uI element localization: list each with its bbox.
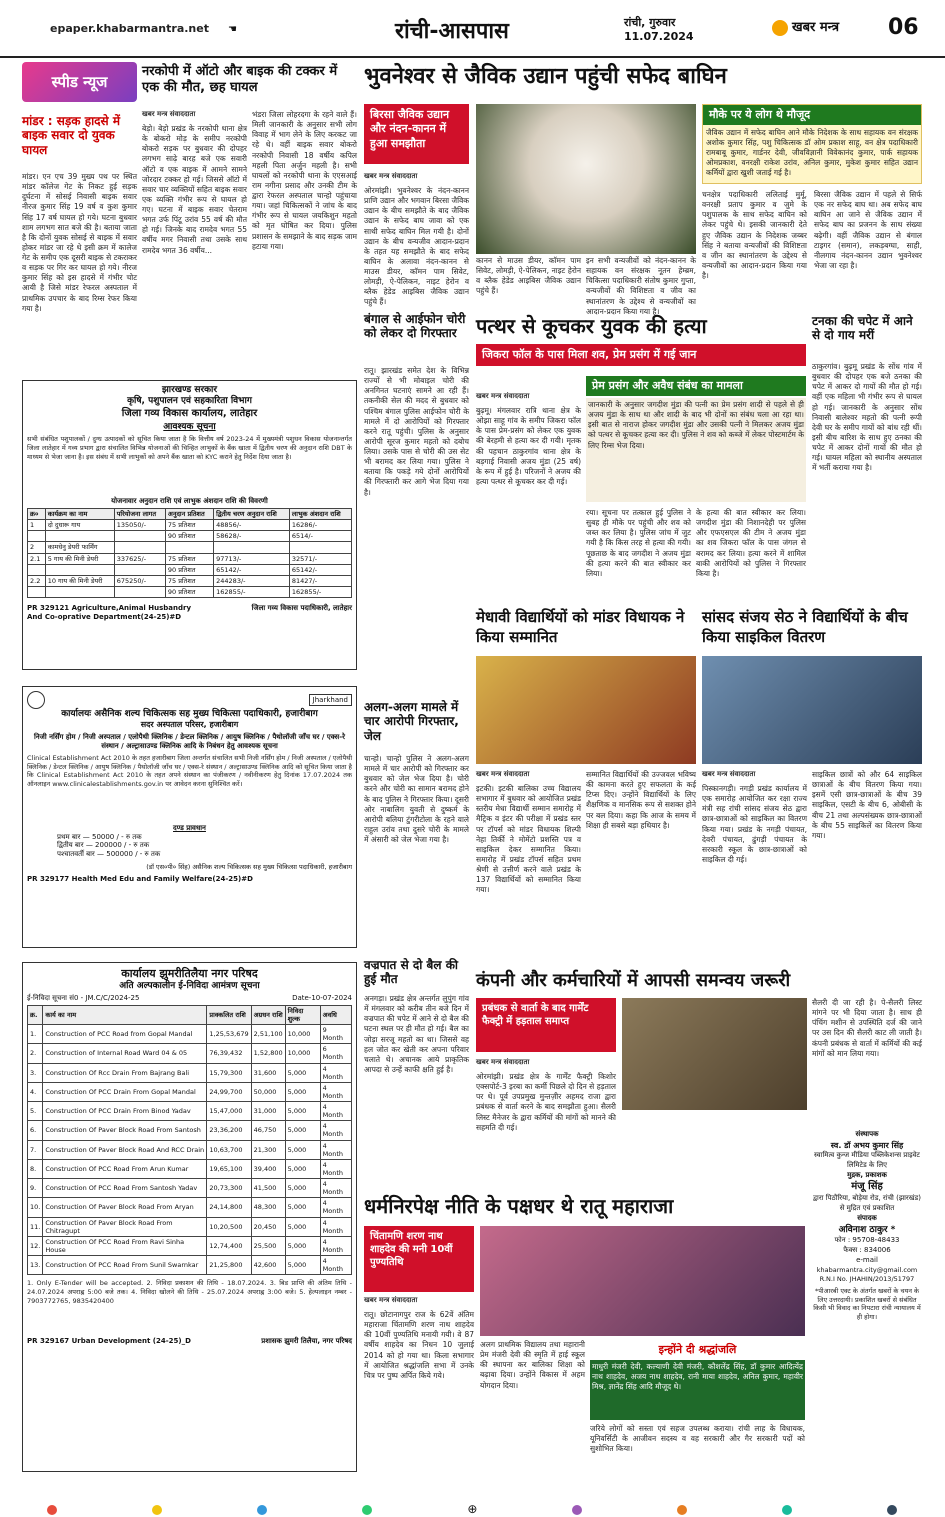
dateline xyxy=(624,16,694,44)
table-cell: 10,63,700 xyxy=(207,1140,251,1159)
tender-row xyxy=(28,1102,352,1121)
table-cell: 10. xyxy=(28,1198,43,1217)
table-cell: 2.2 xyxy=(28,575,46,586)
imprint-fax: फैक्स : 834006 xyxy=(843,1246,891,1255)
subsidy-row xyxy=(28,531,352,542)
table-cell: 5,000 xyxy=(285,1140,320,1159)
students-byline: खबर मन्त्र संवाददाता xyxy=(476,770,530,778)
tender-column-header: अवधि xyxy=(320,1005,351,1024)
table-cell: 5,000 xyxy=(285,1179,320,1198)
factory-photo xyxy=(622,998,807,1110)
color-dot-icon xyxy=(257,1505,267,1515)
lead-text-right-2: बिरसा जैविक उद्यान में पहले से सिर्फ एक नर सफेद बाघ था। अब सफेद बाघ बाघिन आ जाने से जैविक उद्यान में सफेद बाघ का प्रजनन के साथ संख्या बढ़ेगी। वहीं जैविक उद्यान से बंगाल टाइगर (समान), लकड़बग्घा, साही, नीलगाय नंदन-कानन उद्यान भुवनेश्वर भेजा जा रहा है। xyxy=(814,190,922,270)
imprint-founder-label: संस्थापक xyxy=(855,1130,879,1138)
table-cell: 25,500 xyxy=(251,1236,285,1255)
color-dot-icon xyxy=(152,1505,162,1515)
color-dot-icon xyxy=(887,1505,897,1515)
issue-date: 11.07.2024 xyxy=(624,29,694,43)
table-cell: 5 गाय की मिनी डेयरी xyxy=(45,553,114,564)
cycles-text: पिस्कानगड़ी। नगड़ी प्रखंड कार्यालय में एक समारोह आयोजित कर रक्षा राज्य मंत्री सह रांची सांसद संजय सेठ द्वारा छात्र-छात्राओं को साइकिल का वितरण किया गया। प्रखंड के नगड़ी पंचायत, देवरी पंचायत, ढुंगड़ी पंचायत के सरकारी स्कूल के छात्र-छात्राओं को साइकिल दी गई। xyxy=(702,784,807,864)
imprint-email[interactable]: khabarmantra.city@gmail.com xyxy=(816,1265,918,1274)
table-cell: 2 xyxy=(28,542,46,553)
subsidy-column-header: क्र० xyxy=(28,509,46,520)
table-cell: 31,600 xyxy=(251,1063,285,1082)
table-cell: Construction Of Paver Block Road From Chitragupt xyxy=(43,1217,207,1236)
city-day: रांची, गुरुवार xyxy=(624,16,676,29)
imprint-publisher: मंजू सिंह xyxy=(851,1181,883,1193)
tender-row xyxy=(28,1256,352,1275)
fine-title: दण्ड प्रावधान xyxy=(173,823,206,832)
table-cell: 75 प्रतिशत xyxy=(165,575,213,586)
subsidy-column-header: अनुदान प्रतिशत xyxy=(165,509,213,520)
section-title: रांची-आसपास xyxy=(395,19,509,44)
table-cell: 3. xyxy=(28,1063,43,1082)
table-cell: 135050/- xyxy=(114,520,165,531)
health-sub: सदर अस्पताल परिसर, हजारीबाग xyxy=(140,720,239,730)
table-cell: Construction Of PCC Drain From Gopal Mandal xyxy=(43,1082,207,1101)
table-cell xyxy=(28,586,46,597)
tender-column-header: प्राक्कलित राशि xyxy=(207,1005,251,1024)
table-cell: 244283/- xyxy=(214,575,290,586)
factory-byline: खबर मन्त्र संवाददाता xyxy=(476,1058,530,1066)
fine-row: पश्चातवर्ती बार — 500000 / - रु तक xyxy=(57,850,161,858)
subsidy-column-header: द्वितीय चरण अनुदान राशि xyxy=(214,509,290,520)
notice-title: आवश्यक सूचना xyxy=(163,422,216,432)
imprint-box xyxy=(812,1130,922,1322)
crosshair-icon: ⊕ xyxy=(467,1502,478,1516)
tender-title: अति अल्पकालीन ई-निविदा आमंत्रण सूचना xyxy=(119,980,260,991)
lead-photo-caption: कानन से माउस डीयर, कॉमन पाम सिवेट, लोमड़ी, ऐ-पेलिकन, नाइट हेरोन व ब्लैक हेडेड आइबिस जैविक उद्यान पहुंचे हैं। xyxy=(476,256,581,296)
table-cell xyxy=(45,531,114,542)
table-cell: 5,000 xyxy=(285,1121,320,1140)
table-cell: 1. xyxy=(28,1025,43,1044)
table-cell: 5,000 xyxy=(285,1217,320,1236)
table-cell: 1,52,800 xyxy=(251,1044,285,1063)
table-cell: 15,47,000 xyxy=(207,1102,251,1121)
table-cell: 12. xyxy=(28,1236,43,1255)
table-cell: 4 Month xyxy=(320,1236,351,1255)
subsidy-row xyxy=(28,586,352,597)
table-cell: 90 प्रतिशत xyxy=(165,531,213,542)
factory-headline: कंपनी और कर्मचारियों में आपसी समन्वय जरूरी xyxy=(476,970,791,991)
color-dot-icon xyxy=(572,1505,582,1515)
ratu-kicker: चिंतामणि शरण नाथ शाहदेव की मनी 10वीं पुण्यतिथि xyxy=(364,1226,474,1292)
brand-logo xyxy=(772,20,839,36)
arrest-text: चान्हो। चान्हो पुलिस ने अलग-अलग मामले में चार आरोपी को गिरफ्तार कर बुधवार को जेल भेज दिया है। चोरी करने और चोरी का सामान बरामद होने के बाद पुलिस ने गिरफ्तार किया। दूसरी ओर नाबालिग युवती से दुष्कर्म के आरोपी बलिया टुंगरीटोला के रहने वाले राहुल उरांव तथा दुसरे चोरी के मामले में अंसारी को जेल भेजा गया है। xyxy=(364,754,469,844)
table-cell: 4 Month xyxy=(320,1217,351,1236)
table-cell: Construction Of PCC Road From Arun Kumar xyxy=(43,1159,207,1178)
notice-body: सभी संबंधित पशुपालकों / दुग्ध उत्पादकों को सूचित किया जाता है कि वित्तीय वर्ष 2023-24 में मुख्यमंत्री पशुधन विकास योजनान्तर्गत जिला लातेहार में गव्य प्रभाग द्वारा संचालित विभिन्न योजनाओं की चिन्हित लाभुकों के बैंक खाता में द्वितीय चरण की अनुदान राशि DBT के माध्यम से भेजा जाना है। इस संबंध में सभी लाभुकों को अपने बैंक खाता को KYC कराने हेतु निर्देश दिया जाता है। xyxy=(27,435,352,461)
table-cell: 31,000 xyxy=(251,1102,285,1121)
factory-text: ओरमांझी। प्रखंड क्षेत्र के गार्मेंट फैक्ट्री किशोर एक्सपोर्ट-3 इरबा का कर्मी पिछले दो दिन से हड़ताल पर थे। पूर्व उपप्रमुख मुन्तज़ीर अहमद राजा द्वारा प्रबंधक से वार्ता करने के बाद समझौता हुआ। सैलरी लिस्ट मैनेजर के द्वारा कर्मियों की मांगों को मानने की सहमति दी गई। xyxy=(476,1072,616,1132)
color-dot-icon xyxy=(47,1505,57,1515)
murder-kicker: जिकरा फॉल के पास मिला शव, प्रेम प्रसंग में गई जान xyxy=(476,344,806,366)
lead-byline: खबर मन्त्र संवाददाता xyxy=(364,172,418,180)
ratu-text: रातू। छोटानागपुर राज के 62वें अंतिम महाराजा चिंतामणि शरण नाथ शाहदेव की 10वीं पुण्यतिथि मनायी गयी। वे 87 वर्षीय शाहदेव का निधन 10 जुलाई 2014 को हो गया था। किला सभागार में आयोजित श्रद्धांजलि सभा में उनके चित्र पर पुष्प अर्पित किये गये। xyxy=(364,1310,474,1380)
table-cell: Construction Of Paver Block Road From Aryan xyxy=(43,1198,207,1217)
table-cell xyxy=(114,542,165,553)
table-cell: 32571/- xyxy=(289,553,351,564)
table-cell: 5,000 xyxy=(285,1102,320,1121)
table-cell: 4. xyxy=(28,1082,43,1101)
table-cell: Construction Of PCC Road From Santosh Yadav xyxy=(43,1179,207,1198)
table-cell: 46,750 xyxy=(251,1121,285,1140)
tender-pr: PR 329167 Urban Development (24-25)_D xyxy=(27,1337,191,1346)
speed-news-headline: मांडर : सड़क हादसे में बाइक सवार दो युवक घायल xyxy=(22,114,121,157)
table-cell: 42,600 xyxy=(251,1256,285,1275)
table-cell: 10,000 xyxy=(285,1025,320,1044)
table-cell: 20,450 xyxy=(251,1217,285,1236)
table-cell: 2.1 xyxy=(28,553,46,564)
table-cell: दो दुधारू गाय xyxy=(45,520,114,531)
table-cell: 1 xyxy=(28,520,46,531)
tender-column-header: अग्रधन राशि xyxy=(251,1005,285,1024)
tender-row xyxy=(28,1082,352,1101)
ratu-text-2: अलग प्राथमिक विद्यालय तथा महारानी प्रेम मंजरी देवी की स्मृति में हाई स्कूल की स्थापना कर बालिका शिक्षा को बढ़ावा दिया। उन्होंने विकास में अहम योगदान दिया। xyxy=(480,1340,585,1390)
table-cell: 65142/- xyxy=(214,564,290,575)
table-cell: 162855/- xyxy=(214,586,290,597)
table-cell: 76,39,432 xyxy=(207,1044,251,1063)
table-cell xyxy=(214,542,290,553)
subsidy-column-header: परियोजना लागत xyxy=(114,509,165,520)
table-cell: 21,25,800 xyxy=(207,1256,251,1275)
table-cell: 5,000 xyxy=(285,1082,320,1101)
table-cell: 10,20,500 xyxy=(207,1217,251,1236)
tender-table xyxy=(27,1005,352,1276)
table-cell: 58628/- xyxy=(214,531,290,542)
table-cell: 9. xyxy=(28,1179,43,1198)
table-cell: Construction Of Paver Block Road And RCC Drain xyxy=(43,1140,207,1159)
lead-text: ओरमांझी। भुवनेश्वर के नंदन-कानन प्राणि उद्यान और भगवान बिरसा जैविक उद्यान के बीच समझौते के बाद जैविक उद्यान के सफेद बाघ जावा को एक साथी सफेद बाघिन मिल गयी है। दोनों उद्यान के बीच वन्यजीव आदान-प्रदान के तहत यह समझौते के बाद सफेद बाघिन के अलावा नंदन-कानन से माउस डीयर, कॉमन पाम सिवेट, लोमड़ी, ऐ-पेलिकन, नाइट हेरोन व ब्लैक हेडेड आइबिस जैविक उद्यान पहुंचे हैं। xyxy=(364,186,469,307)
speed-news-text: मांडर। एन एच 39 मुख्य पथ पर स्थित मांडर कॉलेज गेट के निकट हुई सड़क दुर्घटना में सोसई निवासी बाइक सवार नीरज कुमार सिंह 19 वर्ष व कुश कुमार सिंह 17 वर्ष घायल हो गये। घटना बुधवार शाम लगभग सात बजे की है। बताया जाता है कि दोनों युवक सोसई से बाइक में सवार होकर मांडर जा रहे थे इसी क्रम में कालेज गेट के समीप एक दूसरी बाइक से टकराकर व सड़क पर गिर कर घायल हो गये। नीरज कुमार सिंह को इस हादसे में गंभीर चोट आयी है जिसे मांडर रेफरल अस्पताल में प्राथमिक उपचार के बाद रिम्स रेफर किया गया है। xyxy=(22,172,137,313)
table-cell xyxy=(289,542,351,553)
notice-pr: PR 329121 Agriculture,Animal Husbandry And Co-oprative Department(24-25)#D xyxy=(27,604,192,621)
table-cell: 12,74,400 xyxy=(207,1236,251,1255)
health-pr: PR 329177 Health Med Edu and Family Welfare(24-25)#D xyxy=(27,874,253,883)
table-cell: 39,400 xyxy=(251,1159,285,1178)
fine-row: प्रथम बार — 50000 / - रु तक xyxy=(57,832,142,841)
table-cell xyxy=(114,564,165,575)
table-cell: 4 Month xyxy=(320,1102,351,1121)
lead-text-mid: इन सभी वन्यजीवों को नंदन-कानन के सहायक वन संरक्षक नूतन हेम्ब्रम, चिकित्सा पदाधिकारी संतोष कुमार गुप्ता, वन्यजीवों की विशिष्टता व जीव का स्थानांतरण के उद्देश्य से वन्यजीवों का आदान-प्रदान किया गया है। xyxy=(586,256,696,316)
table-cell xyxy=(28,531,46,542)
table-cell: 21,300 xyxy=(251,1140,285,1159)
table-cell: 5,000 xyxy=(285,1159,320,1178)
tender-row xyxy=(28,1063,352,1082)
lead-text-right-1: चनक्षेत्र पदाधिकारी ललिताई मुर्मू, वनरक्षी प्रताप कुमार व जुमे के पशुपालक के साथ सफेद बाघिन को लेकर पहुंचे थे। इसकी जानकारी देते हुए जैविक उद्यान के निदेशक जब्बर सिंह ने बताया वन्यजीवों की विशिष्टता व जीन का स्थानांतरण के उद्देश्य से वन्यजीवों का आदान-प्रदान किया गया है। xyxy=(702,190,807,280)
narkopi-text-1: बेड़ो। बेड़ो प्रखंड के नरकोपी थाना क्षेत्र के बोकरो मोड़ के समीप नरकोपी बोकरो सड़क पर बुधवार की दोपहर लगभग साढ़े बारह बजे एक सवारी ऑटो व एक बाइक में आमने सामने जोरदार टक्कर हो गई। जिससे ऑटो में सवार चार व्यक्तियों सहित बाइक सवार एक व्यक्ति गंभीर रूप से घायल हो गए। घटना में बाइक सवार चेतराम भगत उर्फ पिंटू उरांव 55 वर्ष की मौत हो गई। जिनके बाद रामदेव भगत 55 वर्षीय मगर निवासी तथा उसके साथ रामदेव भगत 36 वर्षीय... xyxy=(142,124,247,255)
lead-kicker: बिरसा जैविक उद्यान और नंदन-कानन में हुआ समझौता xyxy=(364,104,469,164)
health-notice xyxy=(22,686,357,948)
tender-ref: ई-निविदा सूचना सं0 - JM.C/C/2024-25 xyxy=(27,994,140,1002)
table-cell: 4 Month xyxy=(320,1256,351,1275)
tender-row xyxy=(28,1025,352,1044)
table-cell: 4 Month xyxy=(320,1082,351,1101)
table-cell: 20,73,300 xyxy=(207,1179,251,1198)
brand-name: खबर मन्त्र xyxy=(792,20,840,35)
table-cell: 6514/- xyxy=(289,531,351,542)
ratu-caption-title: इन्होंने दी श्रद्धांजलि xyxy=(590,1340,805,1360)
table-cell: 48856/- xyxy=(214,520,290,531)
tender-row xyxy=(28,1140,352,1159)
ratu-caption: माधुरी मंजरी देवी, कल्याणी देवी मंजरी, कौशलेंद्र सिंह, डॉ कुमार आदित्येंद्र नाथ शाहदेव, अजय नाथ शाहदेव, रानी माया शाहदेव, अनिल कुमार, महावीर मिश्र, ज्ञानेंद्र सिंह आदि मौजूद थे। xyxy=(590,1360,805,1420)
table-cell: Construction Of PCC Road From Sunil Swarnkar xyxy=(43,1256,207,1275)
tender-row xyxy=(28,1179,352,1198)
emblem-icon xyxy=(27,691,45,709)
imprint-founder: स्व. डॉ अभय कुमार सिंह xyxy=(830,1140,904,1150)
tender-row xyxy=(28,1044,352,1063)
ratu-text-3: जरिये लोगों को सस्ता एवं सहज उपलब्ध कराया। रांची लाह के विधायक, यूनिवर्सिटी के आजीवन सदस्य व वह सरकारी और गैर सरकारी पदों को सुशोभित किया। xyxy=(590,1424,805,1454)
imprint-email-label: e-mail xyxy=(856,1255,878,1264)
table-cell: 6 Month xyxy=(320,1044,351,1063)
table-cell: 65142/- xyxy=(289,564,351,575)
lightning-text: अनगड़ा। प्रखंड क्षेत्र अन्तर्गत लुपुंग गांव में मंगलवार को करीब तीन बजे दिन में वज्रपात की चपेट में आने से दो बैल की घटना स्थल पर ही मौत हो गई। बैल का जोड़ा सरजू महतो का था। जिससे वह हल जोत कर खेती कर अपना परिवार चलाते थे। अचानक आये प्राकृतिक आपदा से उन्हें काफी क्षति हुई है। xyxy=(364,994,469,1074)
jharkhand-logo: Jharkhand xyxy=(309,694,352,707)
students-headline: मेधावी विद्यार्थियों को मांडर विधायक ने किया सम्मानित xyxy=(476,608,685,646)
subsidy-column-header: कार्यक्रम का नाम xyxy=(45,509,114,520)
imprint-rni: R.N.I No. JHAHIN/2013/51797 xyxy=(819,1274,915,1283)
table-cell: 5,000 xyxy=(285,1236,320,1255)
table-cell: 90 प्रतिशत xyxy=(165,586,213,597)
narkopi-byline: खबर मन्त्र संवाददाता xyxy=(142,110,196,118)
animal-husbandry-notice xyxy=(22,380,357,670)
notice-govt: झारखण्ड सरकार xyxy=(161,385,218,395)
subsidy-row xyxy=(28,542,352,553)
tanka-text: ठाकुरगांव। बुढ़मू प्रखंड के सोंध गांव में बुधवार की दोपहर एक बजे ठनका की चपेट में आकर दो गायों की मौत हो गई। वहीं एक महिला भी गंभीर रूप से घायल हो गई। जानकारी के अनुसार सोंध निवासी बालेश्वर महतो की पत्नी रूपी देवी घर के समीप गायों को बांध रही थीं। इसी बीच बारिश के साथ हुए ठनका की चपेट में आकर दोनों गायों की मौत हो गई। घायल महिला को स्थानीय अस्पताल में भर्ती कराया गया है। xyxy=(812,362,922,473)
present-sidebar-title: मौके पर ये लोग थे मौजूद xyxy=(703,105,921,125)
murder-text-3: रया। सूचना पर तत्काल हुई पुलिस ने सुबह ही मौके पर पहुंची और शव को जब्त कर लिया है। पुलिस जांच में जुट गयी है कि किस तरह से हत्या की गयी। पूछताछ के बाद जगदीश ने अजय मुंडा की हत्या करने की बात स्वीकार कर लिया। xyxy=(586,508,691,578)
lead-headline: भुवनेश्वर से जैविक उद्यान पहुंची सफेद बाघिन xyxy=(364,64,727,89)
murder-headline: पत्थर से कूचकर युवक की हत्या xyxy=(476,314,707,338)
table-cell: 81427/- xyxy=(289,575,351,586)
subsidy-row xyxy=(28,520,352,531)
table-cell: 24,14,800 xyxy=(207,1198,251,1217)
imprint-publisher-label: मुद्रक, प्रकाशक xyxy=(847,1170,887,1179)
table-cell: 23,36,200 xyxy=(207,1121,251,1140)
registration-strip xyxy=(0,1502,945,1517)
narkopi-text-2: भंडरा जिला लोहरदगा के रहने वाले हैं। मिली जानकारी के अनुसार सभी लोग विवाह में भाग लेने के लिए करकट जा रहे थे। वहीं बाइक सवार बोकरो नरकोपी निवासी 18 वर्षीय कपिल महली पिता अर्जुन महली है। सभी घायलों को नरकोपी थाना के एएसआई राम नगीना प्रसाद और उनकी टीम के द्वारा रेफरल अस्पताल चान्हो पहुंचाया गया। जहां चिकित्सकों ने जांच के बाद गंभीर रूप से घायल जयकिशुन महतो को मृत घोषित कर दिया। पुलिस प्रशासन के समझाने के बाद सड़क जाम हटाया गया। xyxy=(252,110,357,251)
students-text: इटकी। इटकी बालिका उच्च विद्यालय सभागार में बुधवार को आयोजित प्रखंड स्तरीय मेधा विद्यार्थी सम्मान समारोह में मैट्रिक व इंटर की परीक्षा में प्रखंड स्तर पर टॉपर्स को मांडर विधायक शिल्पी नेहा तिर्की ने मोमेंटो प्रशस्ति पत्र व साइकिल देकर सम्मानित किया। समारोह में प्रखंड टॉपर्स सहित प्रथम श्रेणी से उत्तीर्ण करने वाले प्रखंड के 137 विद्यार्थियों को सम्मानित किया गया। xyxy=(476,784,581,895)
imprint-editor-label: संपादक xyxy=(857,1213,877,1222)
table-cell: 5. xyxy=(28,1102,43,1121)
murder-byline: खबर मन्त्र संवाददाता xyxy=(476,392,530,400)
table-cell: Construction Of Paver Block Road From Santosh xyxy=(43,1121,207,1140)
color-dot-icon xyxy=(677,1505,687,1515)
table-cell: Construction Of PCC Road From Ravi Sinha House xyxy=(43,1236,207,1255)
imprint-editor: अविनाश ठाकुर * xyxy=(838,1224,896,1235)
health-sign: (डॉ एस०पी० सिंह) असैनिक शल्य चिकित्सक सह मुख्य चिकित्सा पदाधिकारी, हजारीबाग xyxy=(146,862,352,871)
imprint-phone: फोन : 95708-48433 xyxy=(834,1236,900,1245)
factory-kicker: प्रबंधक से वार्ता के बाद गार्मेंट फैक्ट्री में हड़ताल समाप्त xyxy=(476,998,616,1052)
table-cell: 4 Month xyxy=(320,1159,351,1178)
cycles-byline: खबर मन्त्र संवाददाता xyxy=(702,770,756,778)
table-cell xyxy=(45,586,114,597)
murder-text-1: बुढ़मू। मंगलवार रात्रि थाना क्षेत्र के ओझा साहू गांव के समीप जिकरा फॉल के पास प्रेम-प्रसंग को लेकर एक युवक की बेरहमी से हत्या कर दी गयी। मृतक की पहचान ठाकुरगांव थाना क्षेत्र के बड़गाई निवासी अजय मुंडा (25 वर्ष) के रूप में हुई है। परिजनों ने अजय की हत्या पत्थर से कूचकर कर दी गई। xyxy=(476,406,581,486)
notice-table-title: योजनावार अनुदान राशि एवं लाभुक अंशदान राशि की विवरणी xyxy=(111,497,268,506)
health-title: निजी नर्सिंग होम / निजी अस्पताल / एलोपैथी क्लिनिक / डेन्टल क्लिनिक / आयुष क्लिनिक / पैथोलॉजी जाँच घर / एक्स-रे संस्थान / अल्ट्रासाउण्ड क्लिनिक आदि के निबंधन हेतु आवश्यक सूचना xyxy=(33,733,346,750)
fine-row: द्वितीय बार — 200000 / - रु तक xyxy=(57,841,150,850)
brand-icon xyxy=(772,20,788,36)
white-tiger-photo xyxy=(476,104,696,254)
subsidy-row xyxy=(28,553,352,564)
table-cell: 5,000 xyxy=(285,1198,320,1217)
notice-sign: जिला गव्य विकास पदाधिकारी, लातेहार xyxy=(251,604,352,612)
tender-column-header: क्र. xyxy=(28,1005,43,1024)
table-cell: 2. xyxy=(28,1044,43,1063)
tender-sign: प्रशासक झुमरी तिलैया, नगर परिषद xyxy=(261,1337,352,1346)
table-cell: 4 Month xyxy=(320,1179,351,1198)
table-cell: Construction Of PCC Drain From Binod Yadav xyxy=(43,1102,207,1121)
table-cell: 11. xyxy=(28,1217,43,1236)
table-cell: Construction of PCC Road from Gopal Mandal xyxy=(43,1025,207,1044)
table-cell: 5,000 xyxy=(285,1063,320,1082)
table-cell: 75 प्रतिशत xyxy=(165,520,213,531)
imprint-owner: स्वामित्व कुन्ज मीडिया पब्लिकेशन्स प्राइवेट लिमिटेड के लिए xyxy=(814,1150,920,1169)
table-cell: 9 Month xyxy=(320,1025,351,1044)
imprint-disclaimer: *पीआरबी एक्ट के अंतर्गत खबरों के चयन के लिए उत्तरदायी। प्रकाशित खबरों से संबंधित किसी भी विवाद का निपटारा रांची न्यायालय में ही होगा। xyxy=(813,1286,921,1322)
table-cell xyxy=(114,586,165,597)
table-cell: 8. xyxy=(28,1159,43,1178)
murder-text-2: जानकारी के अनुसार जगदीश मुंडा की पत्नी का प्रेम प्रसंग शादी से पहले से ही अजय मुंडा के साथ था और शादी के बाद भी दोनों का संबंध चला आ रहा था। इसी बात से नाराज होकर जगदीश मुंडा और उसकी पत्नी ने मिलकर अजय मुंडा को पत्थर से कूचकर हत्या कर दी। पुलिस ने शव को कब्जे में लेकर पोस्टमार्टम के लिए रिम्स भेज दिया। xyxy=(586,398,806,502)
table-cell: 4 Month xyxy=(320,1140,351,1159)
table-cell xyxy=(114,531,165,542)
table-cell: 90 प्रतिशत xyxy=(165,564,213,575)
notice-office: जिला गव्य विकास कार्यालय, लातेहार xyxy=(121,407,258,419)
iphone-text: रातू। झारखंड समेत देश के विभिन्न राज्यों से भी मोबाइल चोरी की अनगिनत घटनाएं सामने आ रही हैं। तकनीकी सेल की मदद से बुधवार को पश्चिम बंगाल पुलिस आईफोन चोरी के मामले में दो आरोपियों को गिरफ्तार करने रातू पहुंची। पुलिस के अनुसार आरोपी सूरज कुमार महतो को दबोच लिया। उसके पास से चोरी की उस सेट भी बरामद कर लिया गया। पुलिस ने बताया कि पकड़े गये दोनों आरोपियों की गिरफ्तारी कर आगे भेज दिया गया है। xyxy=(364,366,469,497)
table-cell: 10 गाय की मिनी डेयरी xyxy=(45,575,114,586)
table-cell: 16286/- xyxy=(289,520,351,531)
tender-row xyxy=(28,1121,352,1140)
table-cell: 162855/- xyxy=(289,586,351,597)
table-cell: कामधेनु डेयरी फार्मिंग xyxy=(45,542,114,553)
tanka-headline: टनका की चपेट में आने से दो गाय मरीं xyxy=(812,314,913,343)
students-text-2: सम्मानित विद्यार्थियों की उज्जवल भविष्य की कामना करते हुए सफलता के कई टिप्स दिए। उन्होंने विद्यार्थियों के लिए शैक्षणिक व मानसिक रूप से सशक्त होने पर बल दिया। कहा कि आज के समय में शिक्षा ही सबसे बड़ा हथियार है। xyxy=(586,770,696,830)
subsidy-row xyxy=(28,575,352,586)
table-cell: 24,99,700 xyxy=(207,1082,251,1101)
health-body: Clinical Establishment Act 2010 के तहत हजारीबाग जिला अन्तर्गत संचालित सभी निजी नर्सिंग होम / निजी अस्पताल / एलोपैथी क्लिनिक / डेन्टल क्लिनिक / आयुष क्लिनिक / पैथोलॉजी जाँच घर / एक्स-रे संस्थान / अल्ट्रासाउण्ड क्लिनिक आदि को सूचित किया जाता है कि Clinical Establishment Act 2010 के तहत अपने संस्थान का पंजीकरण / नवीनीकरण हेतु दिनांक 17.07.2024 तक ऑनलाइन www.clinicalestablishments.gov.in पर आवेदन करना सुनिश्चित करें। xyxy=(27,753,352,789)
tender-column-header: निविदा शुल्क xyxy=(285,1005,320,1024)
table-cell: 7. xyxy=(28,1140,43,1159)
present-sidebar xyxy=(702,104,922,184)
table-cell xyxy=(45,564,114,575)
subsidy-column-header: लाभुक अंशदान राशि xyxy=(289,509,351,520)
color-dot-icon xyxy=(782,1505,792,1515)
fine-list xyxy=(57,833,352,859)
cycles-headline: सांसद संजय सेठ ने विद्यार्थियों के बीच किया साइकिल वितरण xyxy=(702,608,908,646)
narkopi-headline: नरकोपी में ऑटो और बाइक की टक्कर में एक की मौत, छह घायल xyxy=(142,64,338,96)
tender-notice xyxy=(22,962,357,1472)
table-cell: 4 Month xyxy=(320,1121,351,1140)
ratu-headline: धर्मनिरपेक्ष नीति के पक्षधर थे रातू महाराजा xyxy=(364,1194,674,1218)
ratu-photo xyxy=(480,1226,805,1336)
cycles-text-2: साइकिल छात्रों को और 64 साइकिल छात्राओं के बीच वितरण किया गया। इसमें एसी छात्र-छात्राओं के बीच 39 साइकिल, एसटी के बीच 6, ओबीसी के बीच 21 तथा अल्पसंख्यक छात्र-छात्राओं के बीच 55 साइकिलें का वितरण किया गया। xyxy=(812,770,922,840)
table-cell: 675250/- xyxy=(114,575,165,586)
tender-column-header: कार्य का नाम xyxy=(43,1005,207,1024)
subsidy-table xyxy=(27,508,352,598)
cycles-photo xyxy=(702,656,922,764)
table-cell xyxy=(28,564,46,575)
arrest-headline: अलग-अलग मामले में चार आरोपी गिरफ्तार, जेल xyxy=(364,700,459,743)
table-cell: Construction Of Rcc Drain From Bajrang Bali xyxy=(43,1063,207,1082)
iphone-headline: बंगाल से आईफोन चोरी को लेकर दो गिरफ्तार xyxy=(364,312,466,341)
table-cell: 4 Month xyxy=(320,1063,351,1082)
cursor-icon: ☚ xyxy=(228,24,237,35)
tender-row xyxy=(28,1236,352,1255)
table-cell: 75 प्रतिशत xyxy=(165,553,213,564)
health-office: कार्यालयः असैनिक शल्य चिकित्सक सह मुख्य चिकित्सा पदाधिकारी, हजारीबाग xyxy=(61,709,318,719)
tender-notes: 1. Only E-Tender will be accepted. 2. निविदा प्रकाशन की तिथि - 18.07.2024. 3. बिड प्राप्ति की अंतिम तिथि - 24.07.2024 अपराह्न 5:00 बजे तक। 4. निविदा खोलने की तिथि - 25.07.2024 अपराह्न 3:00 बजे। 5. हेल्पलाइन नम्बर - 7903772765, 9835420400 xyxy=(27,1279,352,1305)
notice-dept: कृषि, पशुपालन एवं सहकारिता विभाग xyxy=(127,396,252,407)
tender-row xyxy=(28,1198,352,1217)
ratu-byline: खबर मन्त्र संवाददाता xyxy=(364,1296,418,1304)
table-cell: 50,000 xyxy=(251,1082,285,1101)
table-cell: 1,25,53,679 xyxy=(207,1025,251,1044)
table-cell: 48,300 xyxy=(251,1198,285,1217)
table-cell: 15,79,300 xyxy=(207,1063,251,1082)
tender-office: कार्यालय झुमरीतिलैया नगर परिषद xyxy=(121,967,258,980)
tender-row xyxy=(28,1159,352,1178)
students-photo xyxy=(476,656,696,764)
speed-news-logo: स्पीड न्यूज xyxy=(22,62,137,102)
table-cell: 10,000 xyxy=(285,1044,320,1063)
page-number: 06 xyxy=(888,15,919,40)
factory-text-2: सैलरी दी जा रही है। पे-सैलरी लिस्ट मांगने पर भी दिया जाता है। साथ ही पंचिंग मशीन से उपस्थिति दर्ज की जाने पर उस दिन की सैलरी काट ली जाती है। कंपनी प्रबंधक से वार्ता में कर्मियों की कई मांगों को मान लिया गया। xyxy=(812,998,922,1058)
table-cell: 13. xyxy=(28,1256,43,1275)
murder-sub: प्रेम प्रसंग और अवैध संबंध का मामला xyxy=(586,376,806,396)
murder-text-4: के हत्या की बात स्वीकार कर लिया। जगदीश मुंडा की निशानदेही पर पुलिस और एफएसएल की टीम ने अजय मुंडा का शव जिकरा फॉल के पास जंगल से बरामद कर लिया। हत्या करने में शामिल बाकी आरोपियों को पुलिस ने गिरफ्तार किया है। xyxy=(696,508,806,578)
table-cell: 337625/- xyxy=(114,553,165,564)
lightning-headline: वज्रपात से दो बैल की हुई मौत xyxy=(364,958,459,987)
table-cell: 6. xyxy=(28,1121,43,1140)
imprint-address: द्वारा पिठौरिया, बोड़ेया रोड, रांची (झारखंड) से मुद्रित एवं प्रकाशित xyxy=(813,1194,921,1213)
table-cell: Construction of Internal Road Ward 04 & 05 xyxy=(43,1044,207,1063)
table-cell: 41,500 xyxy=(251,1179,285,1198)
table-cell xyxy=(165,542,213,553)
tender-date: Date-10-07-2024 xyxy=(292,994,352,1002)
table-cell: 4 Month xyxy=(320,1198,351,1217)
site-url[interactable]: epaper.khabarmantra.net xyxy=(50,22,209,35)
tender-row xyxy=(28,1217,352,1236)
table-cell: 2,51,100 xyxy=(251,1025,285,1044)
table-cell: 19,65,100 xyxy=(207,1159,251,1178)
present-sidebar-text: जैविक उद्यान में सफेद बाघिन आने मौके निदेशक के साथ सहायक वन संरक्षक अशोक कुमार सिंह, पशु चिकित्सक डॉ ओम प्रकाश साहू, वन क्षेत्र पदाधिकारी रामबाबू कुमार, गार्डनर देवी, जीवविज्ञानी विवेकानंद कुमार, पार्क सहायक ओमप्रकाश, वनरक्षी राकेश उरांव, अनिल कुमार, मुकेश कुमार सहित उद्यान कर्मियों द्वारा खुशी जताई गई है। xyxy=(706,127,918,178)
color-dot-icon xyxy=(362,1505,372,1515)
table-cell: 5,000 xyxy=(285,1256,320,1275)
table-cell: 97713/- xyxy=(214,553,290,564)
subsidy-row xyxy=(28,564,352,575)
